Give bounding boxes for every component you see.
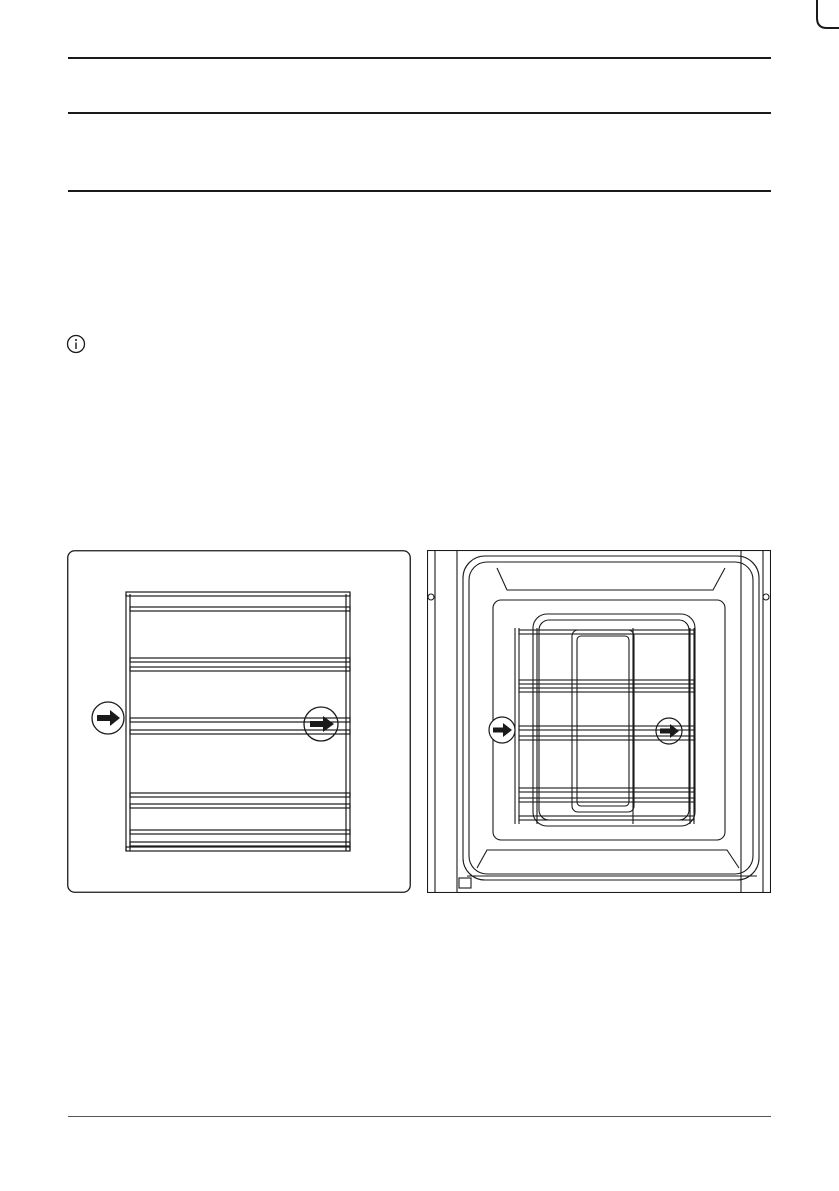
arrow-right-icon (92, 702, 124, 734)
figure-shelf-support-rack (67, 550, 411, 893)
section-rule (68, 190, 771, 192)
arrow-right-icon (489, 717, 515, 743)
footer-rule (68, 1116, 771, 1117)
header-rule-middle (68, 112, 771, 114)
figure-oven-cavity (427, 550, 771, 893)
info-icon (66, 334, 86, 354)
header-rule-top (68, 57, 771, 59)
page-corner-tab-icon (813, 0, 839, 30)
